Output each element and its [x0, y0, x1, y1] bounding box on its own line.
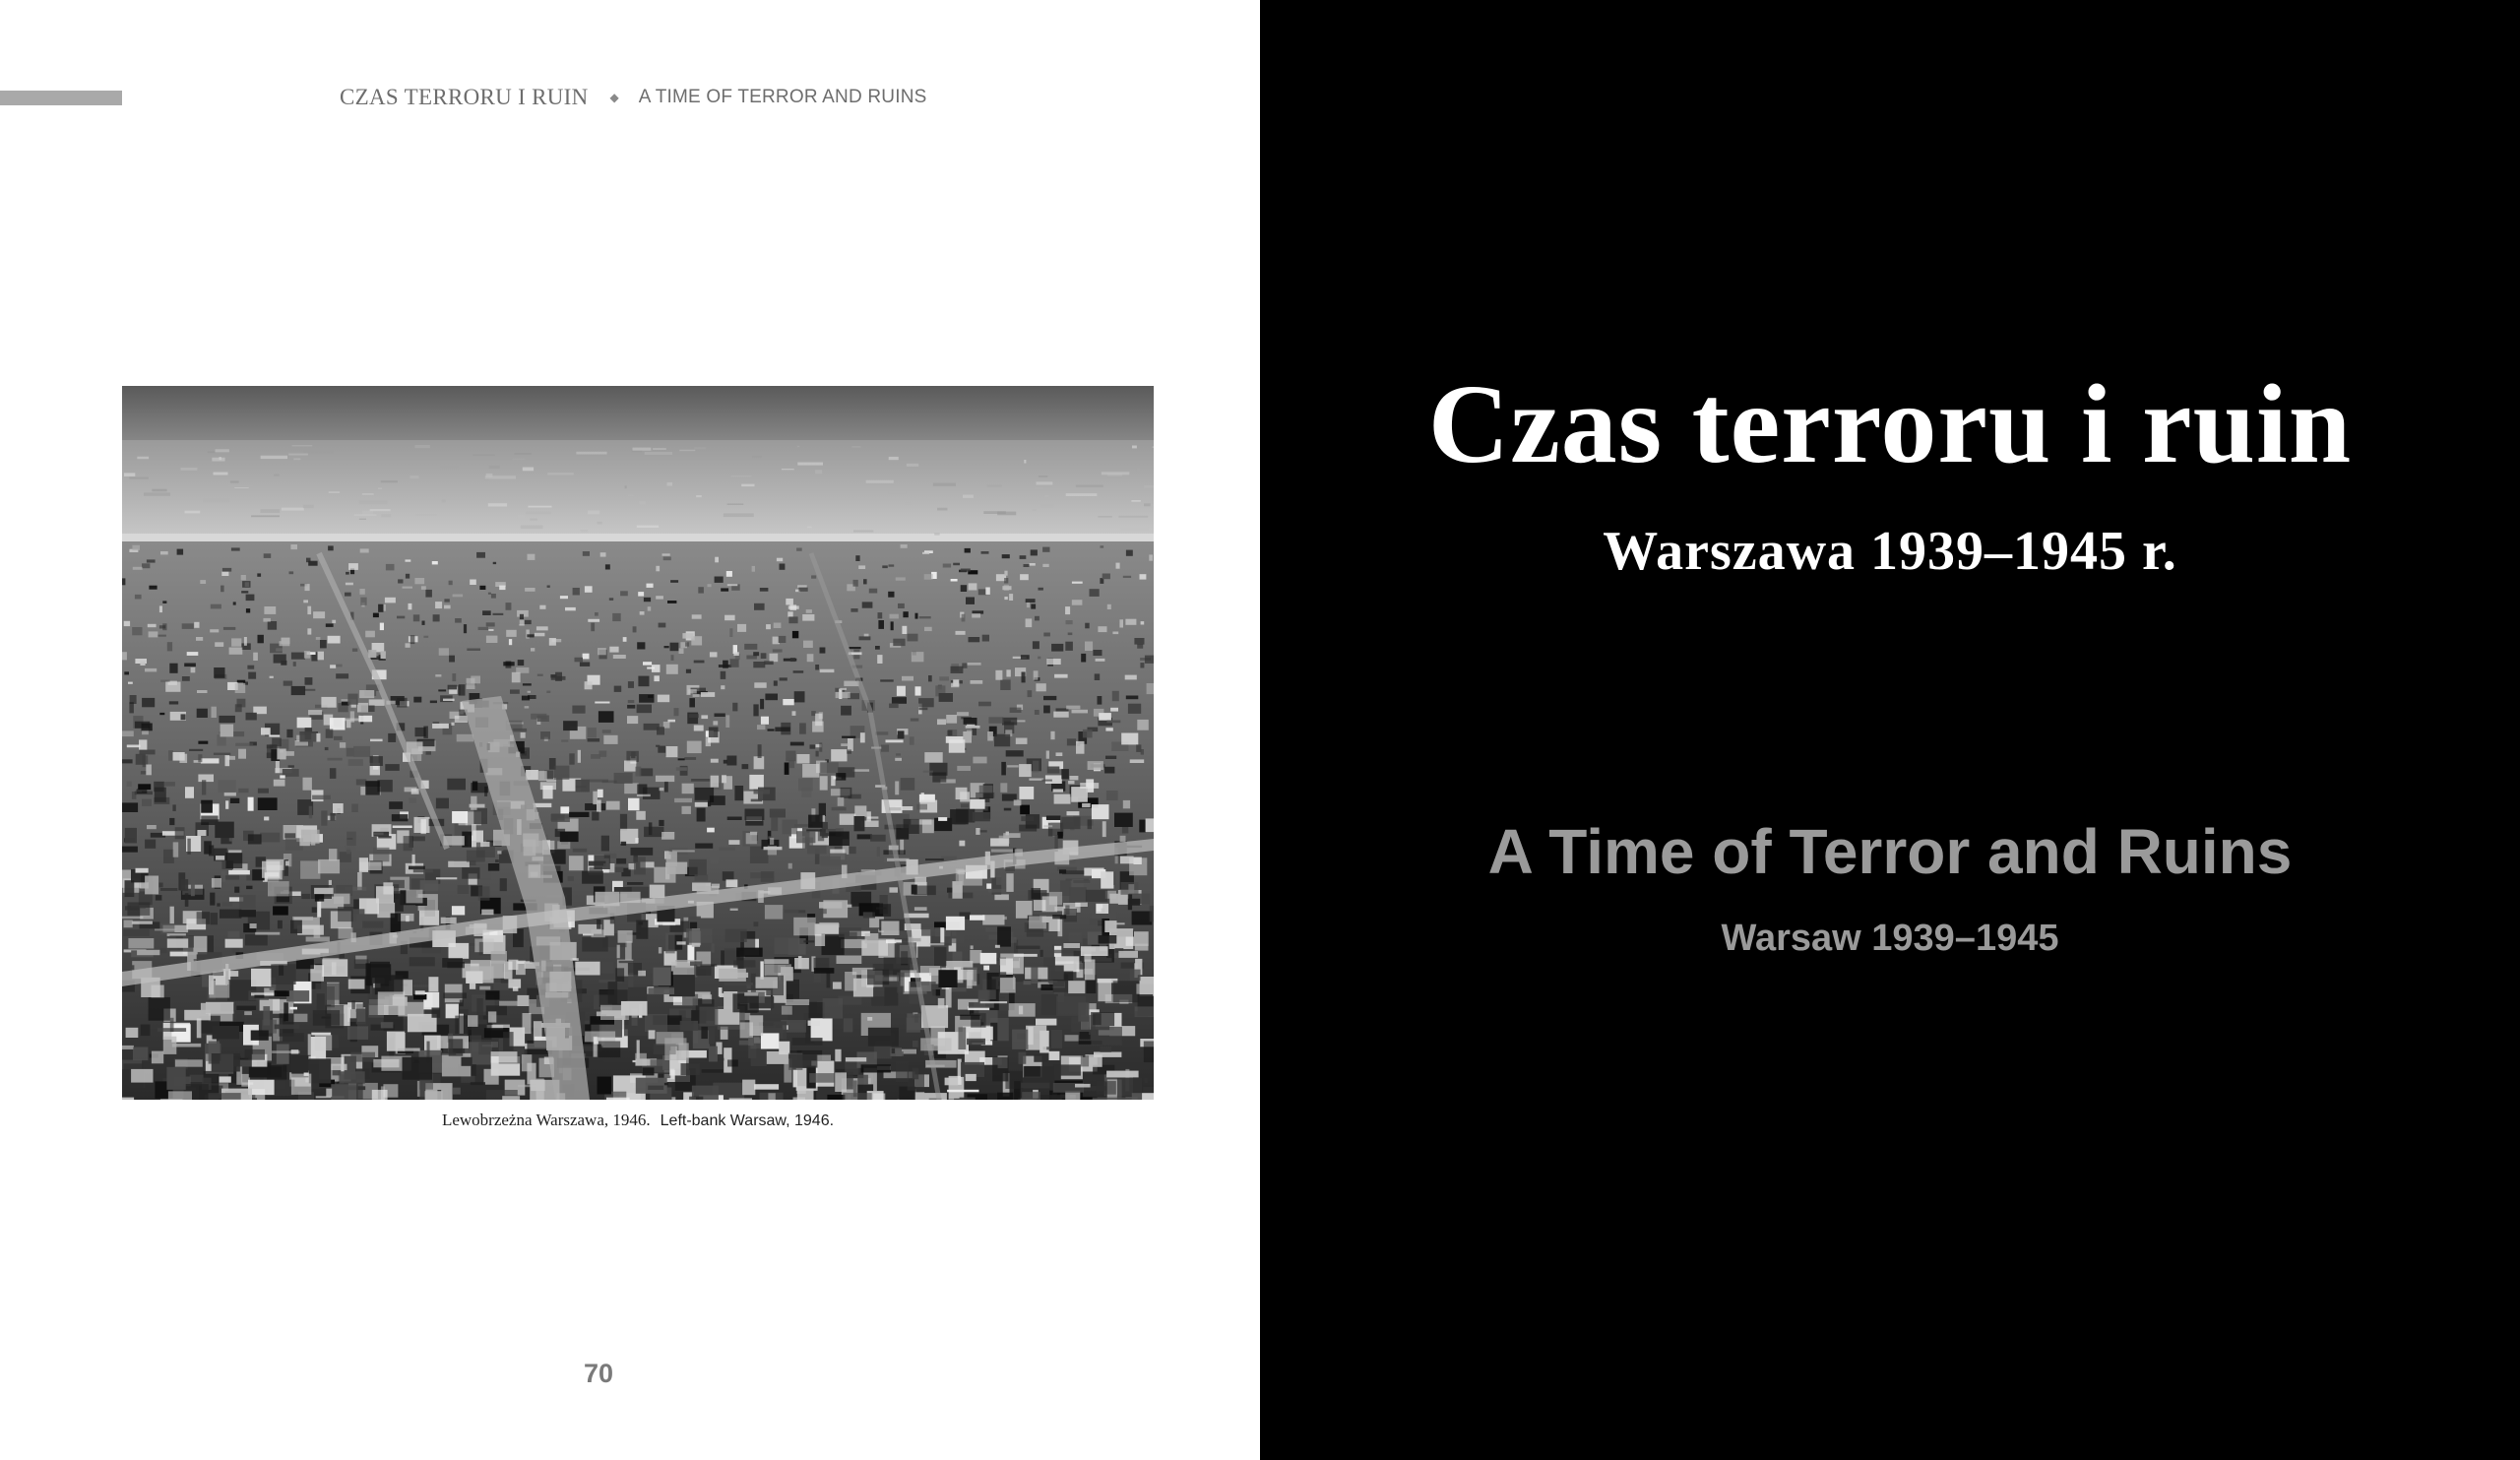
- title-english: A Time of Terror and Ruins: [1487, 816, 2293, 887]
- subtitle-english: Warsaw 1939–1945: [1721, 918, 2059, 959]
- aerial-photo-image: [122, 386, 1154, 1100]
- running-head: [340, 83, 927, 112]
- subtitle-polish: Warszawa 1939–1945 r.: [1603, 521, 2177, 582]
- running-head-bar: [0, 91, 122, 105]
- running-head-english: A TIME OF TERROR AND RUINS: [638, 87, 927, 107]
- page-number: 70: [583, 1359, 614, 1388]
- running-head-polish: CZAS TERRORU I RUIN: [340, 85, 589, 109]
- aerial-photo: [122, 386, 1154, 1100]
- diamond-separator-icon: ◆: [609, 91, 619, 104]
- caption-english: Left-bank Warsaw, 1946.: [660, 1112, 835, 1129]
- caption-polish: Lewobrzeżna Warszawa, 1946.: [441, 1111, 651, 1129]
- title-polish: Czas terroru i ruin: [1427, 361, 2353, 486]
- photo-caption: [122, 1111, 1154, 1130]
- right-page: [1260, 0, 2520, 1460]
